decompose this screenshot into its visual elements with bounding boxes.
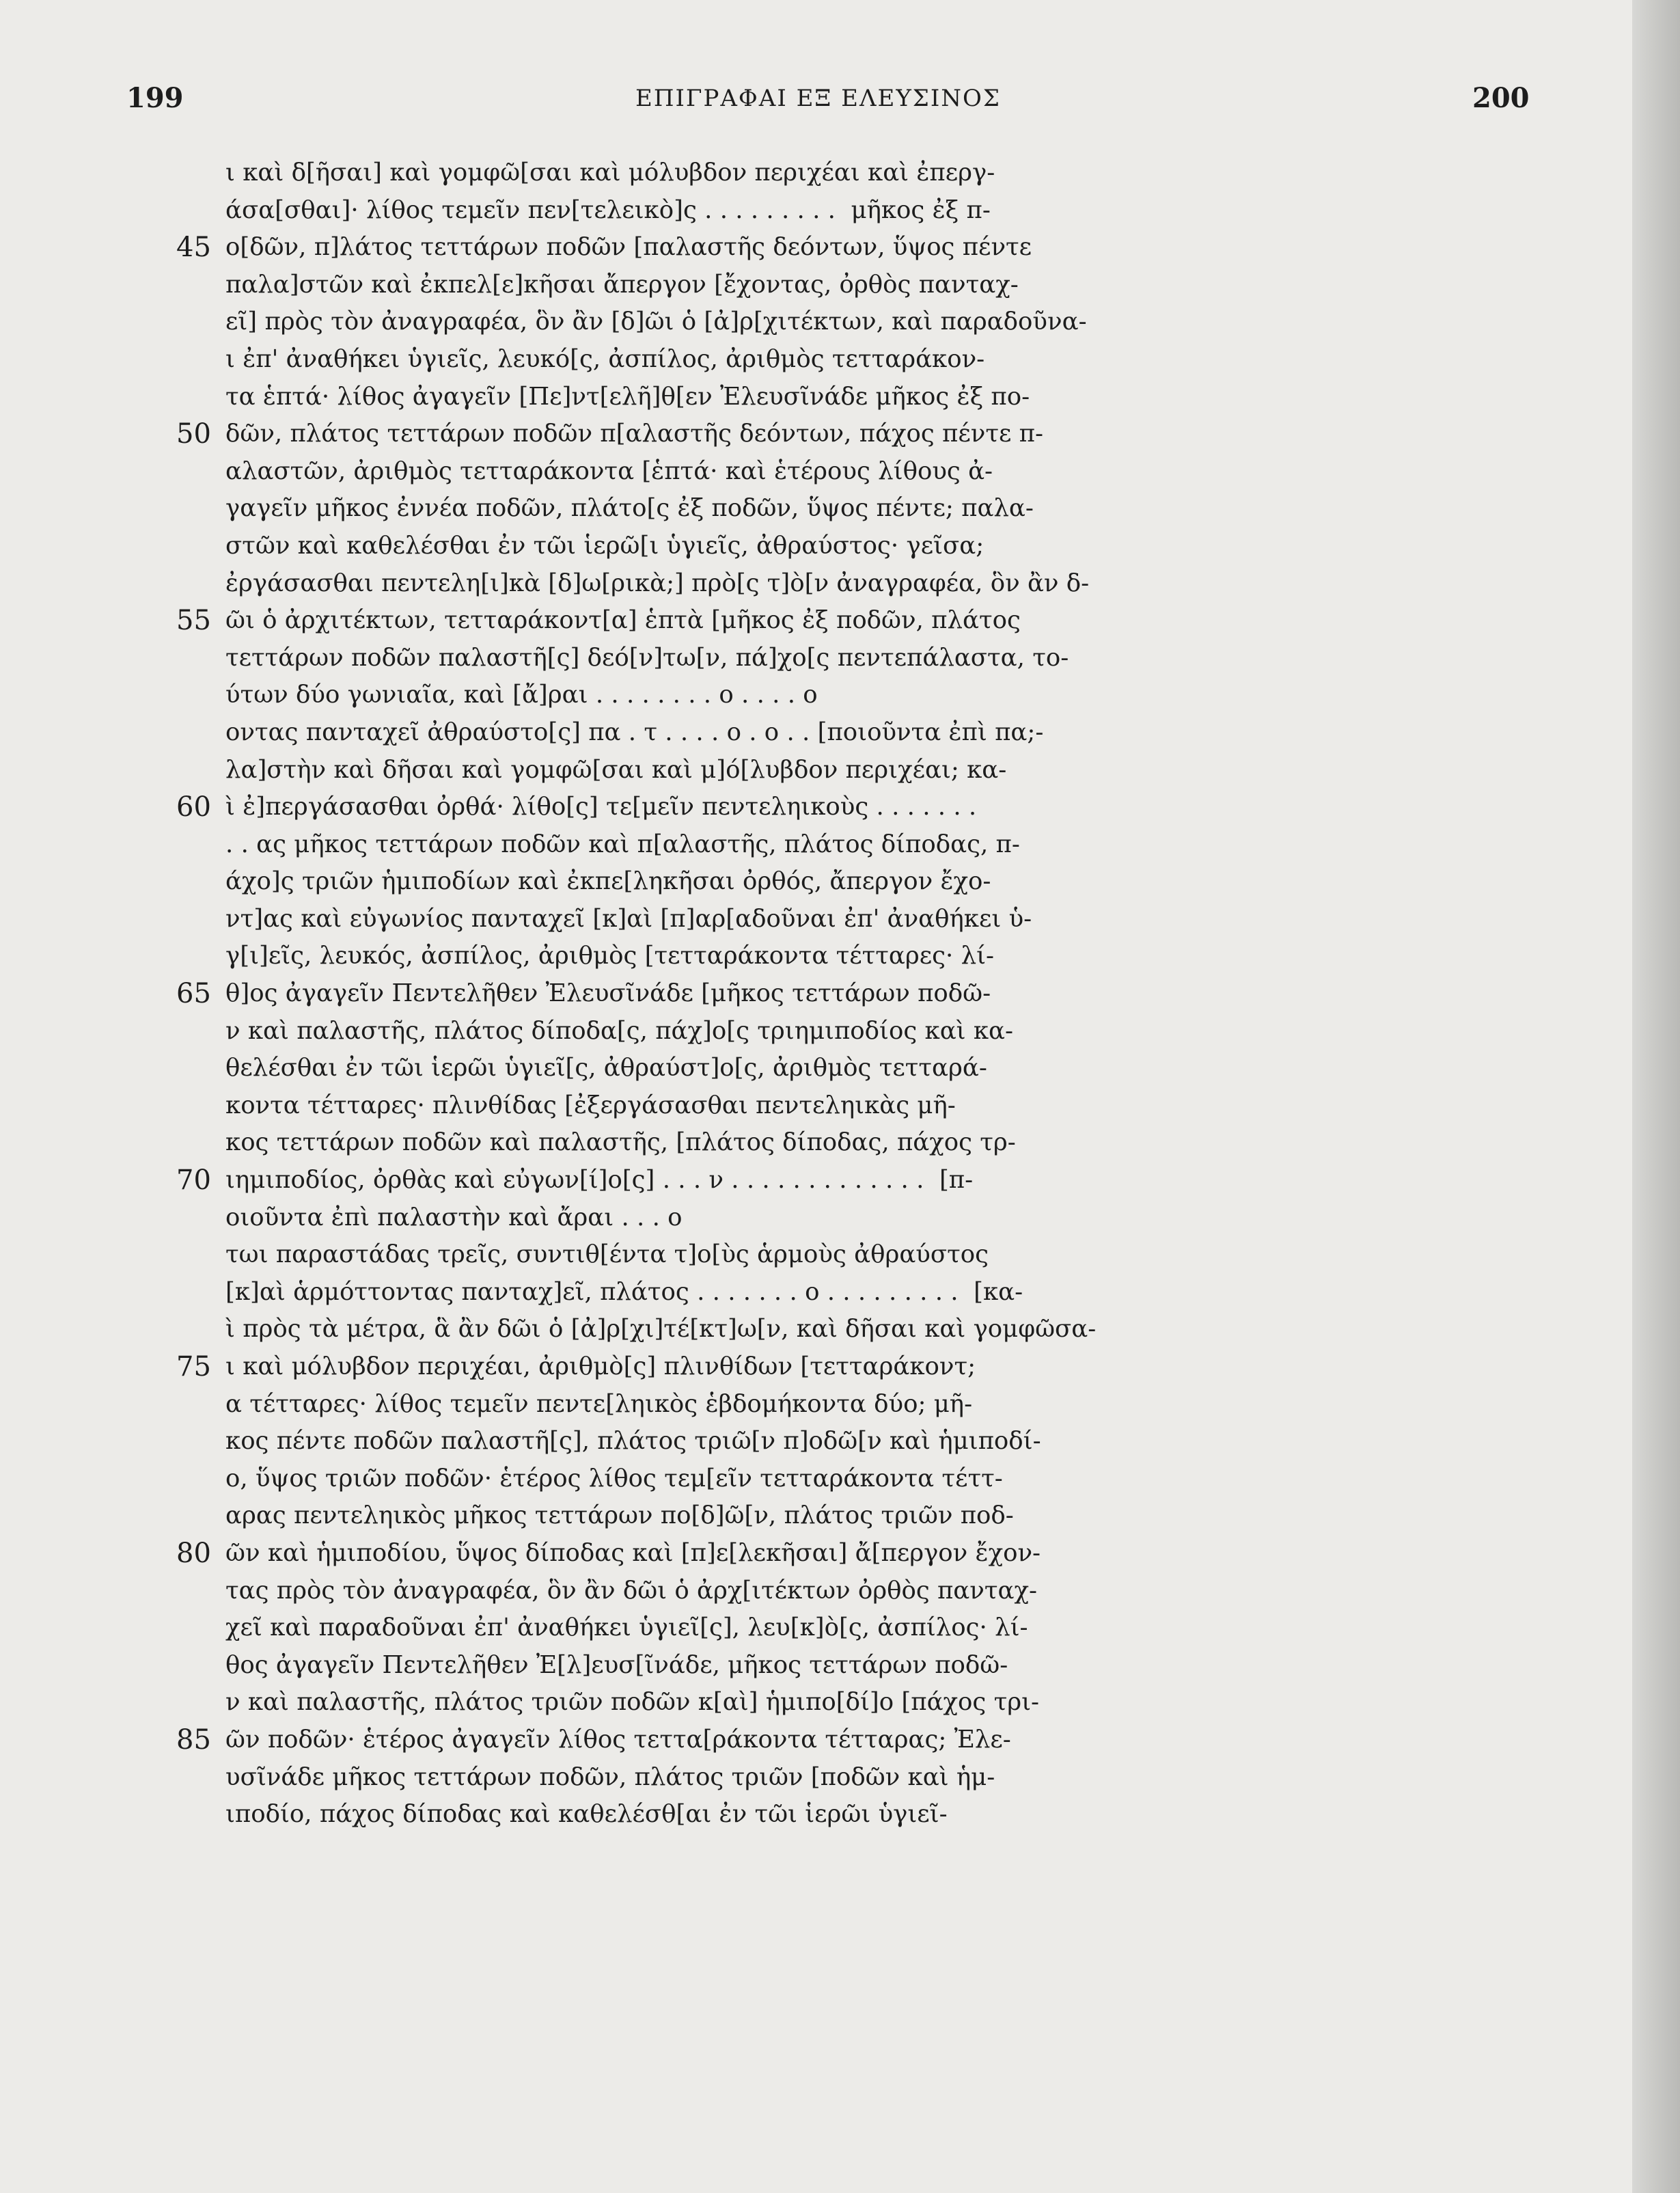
- text-line: [0, 453, 1680, 491]
- text-line: [0, 1759, 1680, 1797]
- text-line: [0, 1497, 1680, 1535]
- line-text: ν καὶ παλαστῆς, πλάτος δίποδα[ς, πάχ]ο[ς τριημιποδίος καὶ κα-: [225, 1016, 1014, 1045]
- line-text: τας πρὸς τὸν ἀναγραφέα, ὃν ἂν δῶι ὁ ἀρχ[ιτέκτων ὀρθὸς πανταχ-: [225, 1576, 1037, 1605]
- line-text: τεττάρων ποδῶν παλαστῆ[ς] δεό[ν]τω[ν, πά]χο[ς πεντεπάλαστα, το-: [225, 643, 1069, 672]
- line-text: γ[ι]εῖς, λευκός, ἀσπίλος, ἀριθμὸς [τετταράκοντα τέτταρες· λί-: [225, 942, 995, 970]
- text-line: [0, 1050, 1680, 1087]
- text-line: [0, 1386, 1680, 1424]
- line-text: ἐργάσασθαι πεντελη[ι]κὰ [δ]ω[ρικὰ;] πρὸ[ς τ]ὸ[ν ἀναγραφέα, ὃν ἂν δ-: [225, 569, 1090, 597]
- text-line: [0, 1274, 1680, 1311]
- line-text: ῶν καὶ ἡμιποδίου, ὕψος δίποδας καὶ [π]ε[λεκῆσαι] ἄ[περγον ἔχον-: [225, 1538, 1041, 1567]
- line-text: [κ]αὶ ἁρμόττοντας πανταχ]εῖ, πλάτος . . . . . . . ο . . . . . . . . . [κα-: [225, 1277, 1023, 1306]
- line-text: παλα]στῶν καὶ ἐκπελ[ε]κῆσαι ἄπεργον [ἔχοντας, ὀρθὸς πανταχ-: [225, 270, 1019, 299]
- text-line: [0, 267, 1680, 304]
- line-text: ύτων δύο γωνιαῖα, καὶ [ἄ]ραι . . . . . . . . ο . . . . ο: [225, 681, 818, 709]
- inscription-text: [0, 154, 1680, 1834]
- text-line: [0, 677, 1680, 714]
- line-text: κοντα τέτταρες· πλινθίδας [ἐξεργάσασθαι πεντεληικὰς μῆ-: [225, 1091, 956, 1119]
- line-text: τα ἑπτά· λίθος ἀγαγεῖν [Πε]ντ[ελῆ]θ[εν Ἐλευσῖνάδε μῆκος ἐξ πο-: [225, 382, 1030, 411]
- line-text: κος πέντε ποδῶν παλαστῆ[ς], πλάτος τριῶ[ν π]οδῶ[ν καὶ ἡμιποδί-: [225, 1427, 1041, 1456]
- line-text: λα]στὴν καὶ δῆσαι καὶ γομφῶ[σαι καὶ μ]ό[λυβδον περιχέαι; κα-: [225, 755, 1007, 784]
- text-line: [0, 341, 1680, 379]
- line-number: 50: [176, 418, 211, 450]
- text-line: [0, 1124, 1680, 1162]
- line-text: θ]ος ἀγαγεῖν Πεντελῆθεν Ἐλευσῖνάδε [μῆκος τεττάρων ποδῶ-: [225, 979, 991, 1008]
- text-line: [0, 379, 1680, 416]
- line-text: ντ]ας καὶ εὐγωνίος πανταχεῖ [κ]αὶ [π]αρ[αδοῦναι ἐπ' ἀναθήκει ὑ-: [225, 904, 1032, 933]
- text-line: [0, 192, 1680, 230]
- line-text: ὶ πρὸς τὰ μέτρα, ἃ ἂν δῶι ὁ [ἀ]ρ[χι]τέ[κτ]ω[ν, καὶ δῆσαι καὶ γομφῶσα-: [225, 1315, 1097, 1344]
- text-line: [0, 416, 1680, 453]
- line-text: στῶν καὶ καθελέσθαι ἐν τῶι ἱερῶ[ι ὑγιεῖς, ἀθραύστος· γεῖσα;: [225, 531, 984, 560]
- line-number: 55: [176, 605, 211, 637]
- line-text: υσῖνάδε μῆκος τεττάρων ποδῶν, πλάτος τριῶν [ποδῶν καὶ ἡμ-: [225, 1762, 995, 1791]
- text-line: [0, 1647, 1680, 1685]
- text-line: [0, 1609, 1680, 1647]
- text-line: [0, 528, 1680, 565]
- line-text: ι καὶ δ[ῆσαι] καὶ γομφῶ[σαι καὶ μόλυβδον περιχέαι καὶ ἐπεργ-: [225, 159, 995, 187]
- text-line: [0, 1236, 1680, 1274]
- line-text: . . ας μῆκος τεττάρων ποδῶν καὶ π[αλαστῆς, πλάτος δίποδας, π-: [225, 830, 1020, 858]
- text-line: [0, 1348, 1680, 1386]
- line-number: 75: [176, 1351, 211, 1382]
- text-line: [0, 863, 1680, 901]
- text-line: [0, 789, 1680, 826]
- line-text: γαγεῖν μῆκος ἐννέα ποδῶν, πλάτο[ς ἐξ ποδῶν, ὕψος πέντε; παλα-: [225, 494, 1034, 523]
- line-number: 80: [176, 1537, 211, 1569]
- page-number-left: 199: [126, 82, 184, 114]
- line-text: ιποδίο, πάχος δίποδας καὶ καθελέσθ[αι ἐν τῶι ἱερῶι ὑγιεῖ-: [225, 1800, 948, 1829]
- line-number: 85: [176, 1724, 211, 1756]
- line-text: ι καὶ μόλυβδον περιχέαι, ἀριθμὸ[ς] πλινθίδων [τετταράκοντ;: [225, 1352, 976, 1380]
- line-text: οντας πανταχεῖ ἀθραύστο[ς] πα . τ . . . . ο . ο . . [ποιοῦντα ἐπὶ πα;-: [225, 718, 1044, 746]
- line-text: ῶι ὁ ἀρχιτέκτων, τετταράκοντ[α] ἑπτὰ [μῆκος ἐξ ποδῶν, πλάτος: [225, 606, 1021, 635]
- line-text: άσα[σθαι]· λίθος τεμεῖν πεν[τελεικὸ]ς . . . . . . . . . μῆκος ἐξ π-: [225, 195, 991, 224]
- line-text: άχο]ς τριῶν ἡμιποδίων καὶ ἐκπε[ληκῆσαι ὀρθός, ἄπεργον ἔχο-: [225, 867, 991, 896]
- header-title: ΕΠΙΓΡΑΦΑΙ ΕΞ ΕΛΕΥΣΙΝΟΣ: [635, 85, 1001, 112]
- text-line: [0, 602, 1680, 640]
- text-line: [0, 826, 1680, 864]
- text-line: [0, 1311, 1680, 1348]
- line-number: 65: [176, 978, 211, 1010]
- text-line: [0, 901, 1680, 938]
- line-text: ὶ ἐ]περγάσασθαι ὀρθά· λίθο[ς] τε[μεῖν πεντεληικοὺς . . . . . . .: [225, 793, 977, 821]
- text-line: [0, 1013, 1680, 1050]
- line-text: ο, ὕψος τριῶν ποδῶν· ἑτέρος λίθος τεμ[εῖν τετταράκοντα τέττ-: [225, 1464, 1003, 1493]
- page-number-right: 200: [1472, 82, 1530, 114]
- line-number: 45: [176, 232, 211, 264]
- text-line: [0, 565, 1680, 603]
- line-text: δῶν, πλάτος τεττάρων ποδῶν π[αλαστῆς δεόντων, πάχος πέντε π-: [225, 420, 1043, 448]
- text-line: [0, 714, 1680, 752]
- text-line: [0, 303, 1680, 341]
- line-text: αλαστῶν, ἀριθμὸς τετταράκοντα [ἑπτά· καὶ ἑτέρους λίθους ἀ-: [225, 457, 993, 485]
- line-text: τωι παραστάδας τρεῖς, συντιθ[έντα τ]ο[ὺς ἁρμοὺς ἀθραύστος: [225, 1240, 989, 1269]
- text-line: [0, 640, 1680, 677]
- text-line: [0, 1572, 1680, 1610]
- line-text: κος τεττάρων ποδῶν καὶ παλαστῆς, [πλάτος δίποδας, πάχος τρ-: [225, 1128, 1016, 1157]
- text-line: [0, 1162, 1680, 1199]
- line-text: ιημιποδίος, ὀρθὰς καὶ εὐγων[ί]ο[ς] . . . ν . . . . . . . . . . . . . [π-: [225, 1166, 974, 1195]
- line-text: χεῖ καὶ παραδοῦναι ἐπ' ἀναθήκει ὑγιεῖ[ς], λευ[κ]ὸ[ς, ἀσπίλος· λί-: [225, 1613, 1028, 1642]
- line-text: θος ἀγαγεῖν Πεντελῆθεν Ἐ[λ]ευσ[ῖνάδε, μῆκος τεττάρων ποδῶ-: [225, 1650, 1008, 1679]
- text-line: [0, 1087, 1680, 1125]
- text-line: [0, 154, 1680, 192]
- text-line: [0, 1684, 1680, 1721]
- running-header: [0, 82, 1680, 123]
- line-text: ν καὶ παλαστῆς, πλάτος τριῶν ποδῶν κ[αὶ] ἡμιπο[δί]ο [πάχος τρι-: [225, 1688, 1040, 1717]
- line-number: 60: [176, 791, 211, 823]
- text-line: [0, 752, 1680, 789]
- line-text: ι ἐπ' ἀναθήκει ὑγιεῖς, λευκό[ς, ἀσπίλος, ἀριθμὸς τετταράκον-: [225, 344, 985, 373]
- line-text: αρας πεντεληικὸς μῆκος τεττάρων πο[δ]ῶ[ν, πλάτος τριῶν ποδ-: [225, 1501, 1014, 1530]
- text-line: [0, 975, 1680, 1013]
- line-text: οιοῦντα ἐπὶ παλαστὴν καὶ ἄραι . . . ο: [225, 1203, 683, 1231]
- text-line: [0, 938, 1680, 975]
- text-line: [0, 1721, 1680, 1759]
- line-text: ῶν ποδῶν· ἑτέρος ἀγαγεῖν λίθος τεττα[ράκοντα τέτταρας; Ἐλε-: [225, 1725, 1011, 1754]
- line-text: ο[δῶν, π]λάτος τεττάρων ποδῶν [παλαστῆς δεόντων, ὕψος πέντε: [225, 233, 1032, 262]
- text-line: [0, 490, 1680, 528]
- text-line: [0, 1535, 1680, 1572]
- line-text: εῖ] πρὸς τὸν ἀναγραφέα, ὃν ἂν [δ]ῶι ὁ [ἀ]ρ[χιτέκτων, καὶ παραδοῦνα-: [225, 308, 1087, 336]
- text-line: [0, 1199, 1680, 1237]
- line-number: 70: [176, 1164, 211, 1197]
- text-line: [0, 229, 1680, 267]
- text-line: [0, 1460, 1680, 1498]
- line-text: θελέσθαι ἐν τῶι ἱερῶι ὑγιεῖ[ς, ἀθραύστ]ο[ς, ἀριθμὸς τετταρά-: [225, 1054, 987, 1082]
- text-line: [0, 1796, 1680, 1834]
- text-line: [0, 1423, 1680, 1460]
- line-text: α τέτταρες· λίθος τεμεῖν πεντε[ληικὸς ἑβδομήκοντα δύο; μῆ-: [225, 1389, 973, 1418]
